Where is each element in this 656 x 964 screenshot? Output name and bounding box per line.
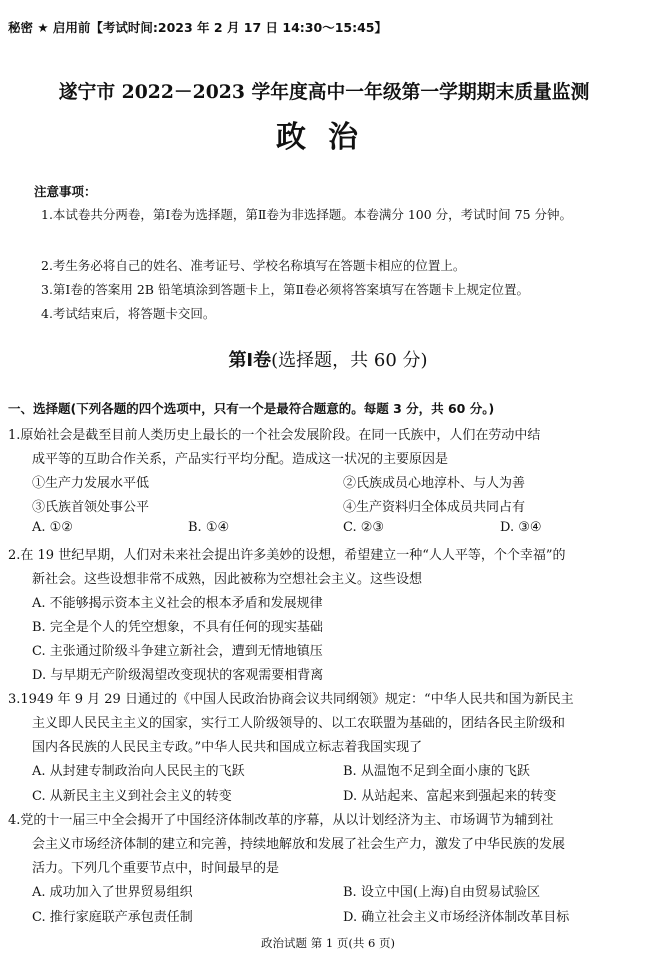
question-2-option-a: A. 不能够揭示资本主义社会的根本矛盾和发展规律 <box>32 596 323 611</box>
question-4-option-c: C. 推行家庭联产承包责任制 <box>32 910 193 925</box>
question-3-option-a: A. 从封建专制政治向人民民主的飞跃 <box>32 764 245 779</box>
question-3-option-b: B. 从温饱不足到全面小康的飞跃 <box>343 764 530 779</box>
question-1-option-b: B. ①④ <box>188 520 230 535</box>
question-1-stem-line-2: 成平等的互助合作关系，产品实行平均分配。造成这一状况的主要原因是 <box>32 452 449 467</box>
question-1-option-c: C. ②③ <box>343 520 385 535</box>
page-footer: 政治试题 第 1 页(共 6 页) <box>261 936 395 950</box>
question-2-stem-line-2: 新社会。这些设想非常不成熟，因此被称为空想社会主义。这些设想 <box>32 572 423 587</box>
section-title-sub: (选择题，共 60 分) <box>271 350 428 371</box>
question-1-statement-3: ③氏族首领处事公平 <box>32 500 150 515</box>
notice-title: 注意事项： <box>34 184 97 199</box>
question-4-option-d: D. 确立社会主义市场经济体制改革目标 <box>343 910 570 925</box>
section-title <box>0 346 656 372</box>
exam-title: 遂宁市 2022－2023 学年度高中一年级第一学期期末质量监测 <box>58 81 590 103</box>
question-2-option-b: B. 完全是个人的凭空想象，不具有任何的现实基础 <box>32 620 323 635</box>
notice-item-4: 4.考试结束后，将答题卡交回。 <box>41 306 216 321</box>
question-1-option-a: A. ①② <box>32 520 73 535</box>
question-4-stem-line-2: 会主义市场经济体制的建立和完善，持续地解放和发展了社会生产力，激发了中华民族的发展 <box>32 837 566 852</box>
question-1-option-d: D. ③④ <box>500 520 542 535</box>
question-2-stem-line-1: 2.在 19 世纪早期，人们对未来社会提出许多美妙的设想，希望建立一种“人人平等，个个幸福”的 <box>8 548 566 563</box>
question-4-stem-line-3: 活力。下列几个重要节点中，时间最早的是 <box>32 861 280 876</box>
notice-item-2: 2.考生务必将自己的姓名、准考证号、学校名称填写在答题卡相应的位置上。 <box>41 258 466 273</box>
question-1-stem-line-1: 1.原始社会是截至目前人类历史上最长的一个社会发展阶段。在同一氏族中，人们在劳动中结 <box>8 428 541 443</box>
question-4-stem-line-1: 4.党的十一届三中全会揭开了中国经济体制改革的序幕，从以计划经济为主、市场调节为辅到社 <box>8 813 554 828</box>
question-3-option-c: C. 从新民主主义到社会主义的转变 <box>32 789 232 804</box>
question-3-option-d: D. 从站起来、富起来到强起来的转变 <box>343 789 557 804</box>
subject-title: 政治 <box>276 120 380 155</box>
question-1-statement-4: ④生产资料归全体成员共同占有 <box>343 500 526 515</box>
question-1-statement-1: ①生产力发展水平低 <box>32 476 150 491</box>
question-4-option-b: B. 设立中国(上海)自由贸易试验区 <box>343 885 540 900</box>
question-2-option-c: C. 主张通过阶级斗争建立新社会，遭到无情地镇压 <box>32 644 323 659</box>
notice-item-3: 3.第Ⅰ卷的答案用 2B 铅笔填涂到答题卡上，第Ⅱ卷必须将答案填写在答题卡上规定位置。 <box>41 282 529 297</box>
question-3-stem-line-1: 3.1949 年 9 月 29 日通过的《中国人民政治协商会议共同纲领》规定：“中华人民共和国为新民主 <box>8 692 574 707</box>
question-4-option-a: A. 成功加入了世界贸易组织 <box>32 885 193 900</box>
notice-item-1: 1.本试卷共分两卷，第Ⅰ卷为选择题，第Ⅱ卷为非选择题。本卷满分 100 分，考试时间 75 分钟。 <box>41 207 573 222</box>
part-heading: 一、选择题(下列各题的四个选项中，只有一个是最符合题意的。每题 3 分，共 60 分。) <box>8 401 495 416</box>
confidential-header: 秘密 ★ 启用前【考试时间:2023 年 2 月 17 日 14:30～15:45】 <box>8 20 387 35</box>
question-2-option-d: D. 与早期无产阶级渴望改变现状的客观需要相背离 <box>32 668 324 683</box>
question-1-statement-2: ②氏族成员心地淳朴、与人为善 <box>343 476 526 491</box>
question-3-stem-line-3: 国内各民族的人民民主专政。”中华人民共和国成立标志着我国实现了 <box>32 740 423 755</box>
question-3-stem-line-2: 主义即人民民主主义的国家，实行工人阶级领导的、以工农联盟为基础的，团结各民主阶级和 <box>32 716 566 731</box>
section-title-main: 第Ⅰ卷 <box>228 350 272 371</box>
